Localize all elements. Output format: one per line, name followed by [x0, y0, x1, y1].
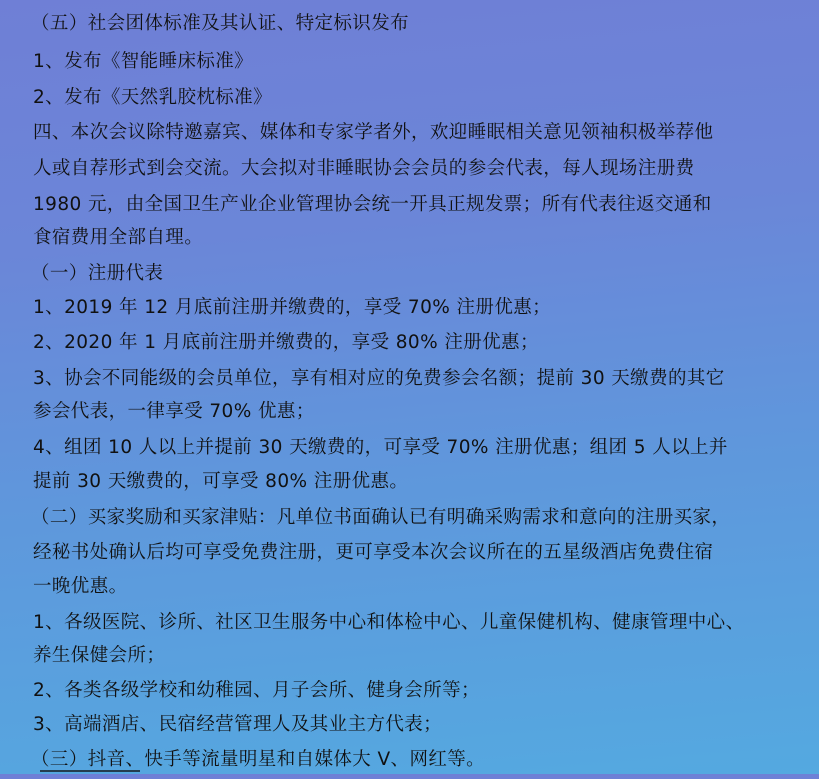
paragraph-line: 食宿费用全部自理。 [33, 227, 204, 248]
paragraph-line: 一晚优惠。 [33, 576, 128, 597]
list-item: 3、协会不同能级的会员单位，享有相对应的免费参会名额；提前 30 天缴费的其它 [33, 368, 725, 389]
paragraph-line: 人或自荐形式到会交流。大会拟对非睡眠协会会员的参会代表，每人现场注册费 [33, 158, 695, 179]
cropped-next-line [40, 760, 160, 774]
list-item-continuation: 参会代表，一律享受 70% 优惠； [33, 401, 315, 422]
list-item: 1、发布《智能睡床标准》 [33, 51, 254, 72]
section-heading-three: （三）抖音、快手等流量明星和自媒体大 V、网红等。 [31, 749, 486, 770]
list-item: 1、各级医院、诊所、社区卫生服务中心和体检中心、儿童保健机构、健康管理中心、 [33, 612, 745, 633]
list-item: 2、发布《天然乳胶枕标准》 [33, 87, 272, 108]
list-item: 1、2019 年 12 月底前注册并缴费的，享受 70% 注册优惠； [33, 297, 552, 318]
section-heading-five: （五）社会团体标准及其认证、特定标识发布 [31, 13, 410, 34]
paragraph-line: 四、本次会议除特邀嘉宾、媒体和专家学者外，欢迎睡眠相关意见领袖积极举荐他 [33, 122, 714, 143]
list-item-continuation: 提前 30 天缴费的，可享受 80% 注册优惠。 [33, 471, 409, 492]
paragraph-line: 1980 元，由全国卫生产业企业管理协会统一开具正规发票；所有代表往返交通和 [33, 194, 712, 215]
section-heading-two: （二）买家奖励和买家津贴：凡单位书面确认已有明确采购需求和意向的注册买家， [31, 507, 731, 528]
list-item-continuation: 养生保健会所； [33, 645, 166, 666]
list-item: 2、各类各级学校和幼稚园、月子会所、健身会所等； [33, 680, 480, 701]
list-item: 2、2020 年 1 月底前注册并缴费的，享受 80% 注册优惠； [33, 332, 539, 353]
list-item: 4、组团 10 人以上并提前 30 天缴费的，可享受 70% 注册优惠；组团 5 人以上并 [33, 437, 728, 458]
list-item: 3、高端酒店、民宿经营管理人及其业主方代表； [33, 714, 443, 735]
section-heading-one: （一）注册代表 [31, 263, 164, 284]
paragraph-line: 经秘书处确认后均可享受免费注册，更可享受本次会议所在的五星级酒店免费住宿 [33, 542, 714, 563]
